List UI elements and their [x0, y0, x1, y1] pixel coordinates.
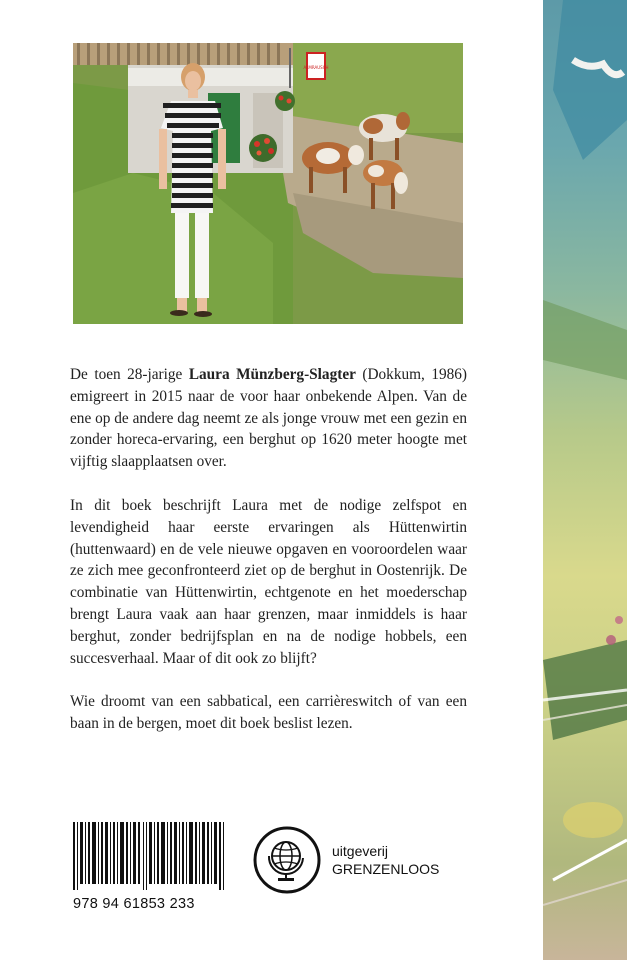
- publisher-name: [332, 842, 439, 878]
- cover-photo-illustration: [73, 43, 463, 324]
- watercolor-strip: [543, 0, 627, 960]
- cover-photo: [73, 43, 463, 324]
- barcode: [73, 822, 225, 890]
- blurb-paragraph-3: Wie droomt van een sabbatical, een carrièreswitch of van een baan in de bergen, moet dit boek beslist lezen.: [70, 693, 467, 733]
- publisher-logo-drawing: [253, 826, 321, 894]
- publisher-line-2: GRENZENLOOS: [332, 861, 440, 877]
- publisher-line-1: uitgeverij: [332, 843, 389, 859]
- blurb-p1-prefix: De toen 28-jarige: [70, 366, 189, 383]
- globe-icon: [253, 826, 321, 894]
- blurb-p1-suffix: (Dokkum, 1986) emigreert in 2015 naar de voor haar onbekende Alpen. Van de ene op de andere dag neemt ze als jonge vrouw met een gezin en zonder horeca-ervaring, een berghut op 1620 meter hoogte met vijftig slaapplaatsen over.: [70, 366, 468, 471]
- isbn-number: 978 94 61853 233: [73, 896, 195, 912]
- author-name: Laura Münzberg-Slagter: [188, 366, 356, 383]
- blurb: [70, 364, 467, 735]
- blurb-paragraph-1: [70, 364, 467, 473]
- blurb-paragraph-2: In dit boek beschrijft Laura met de nodige zelfspot en levendigheid haar eerste ervaringen als Hüttenwirtin (huttenwaard) en de vele nieuwe opgaven en vooroordelen waar ze zich mee geconfronteerd ziet op de berghut in Oostenrijk. De combinatie van Hüttenwirtin, echtgenote en het moederschap brengt Laura vaak aan haar grenzen, maar inmiddels is haar berghut, zonder bedrijfsplan en na de nodige hobbels, een succesverhaal. Maar of dit ook zo blijft?: [70, 496, 467, 667]
- flag-label: ALMRAUSCH: [303, 65, 329, 70]
- watercolor-illustration: [543, 0, 627, 960]
- barcode-bars: [73, 822, 225, 890]
